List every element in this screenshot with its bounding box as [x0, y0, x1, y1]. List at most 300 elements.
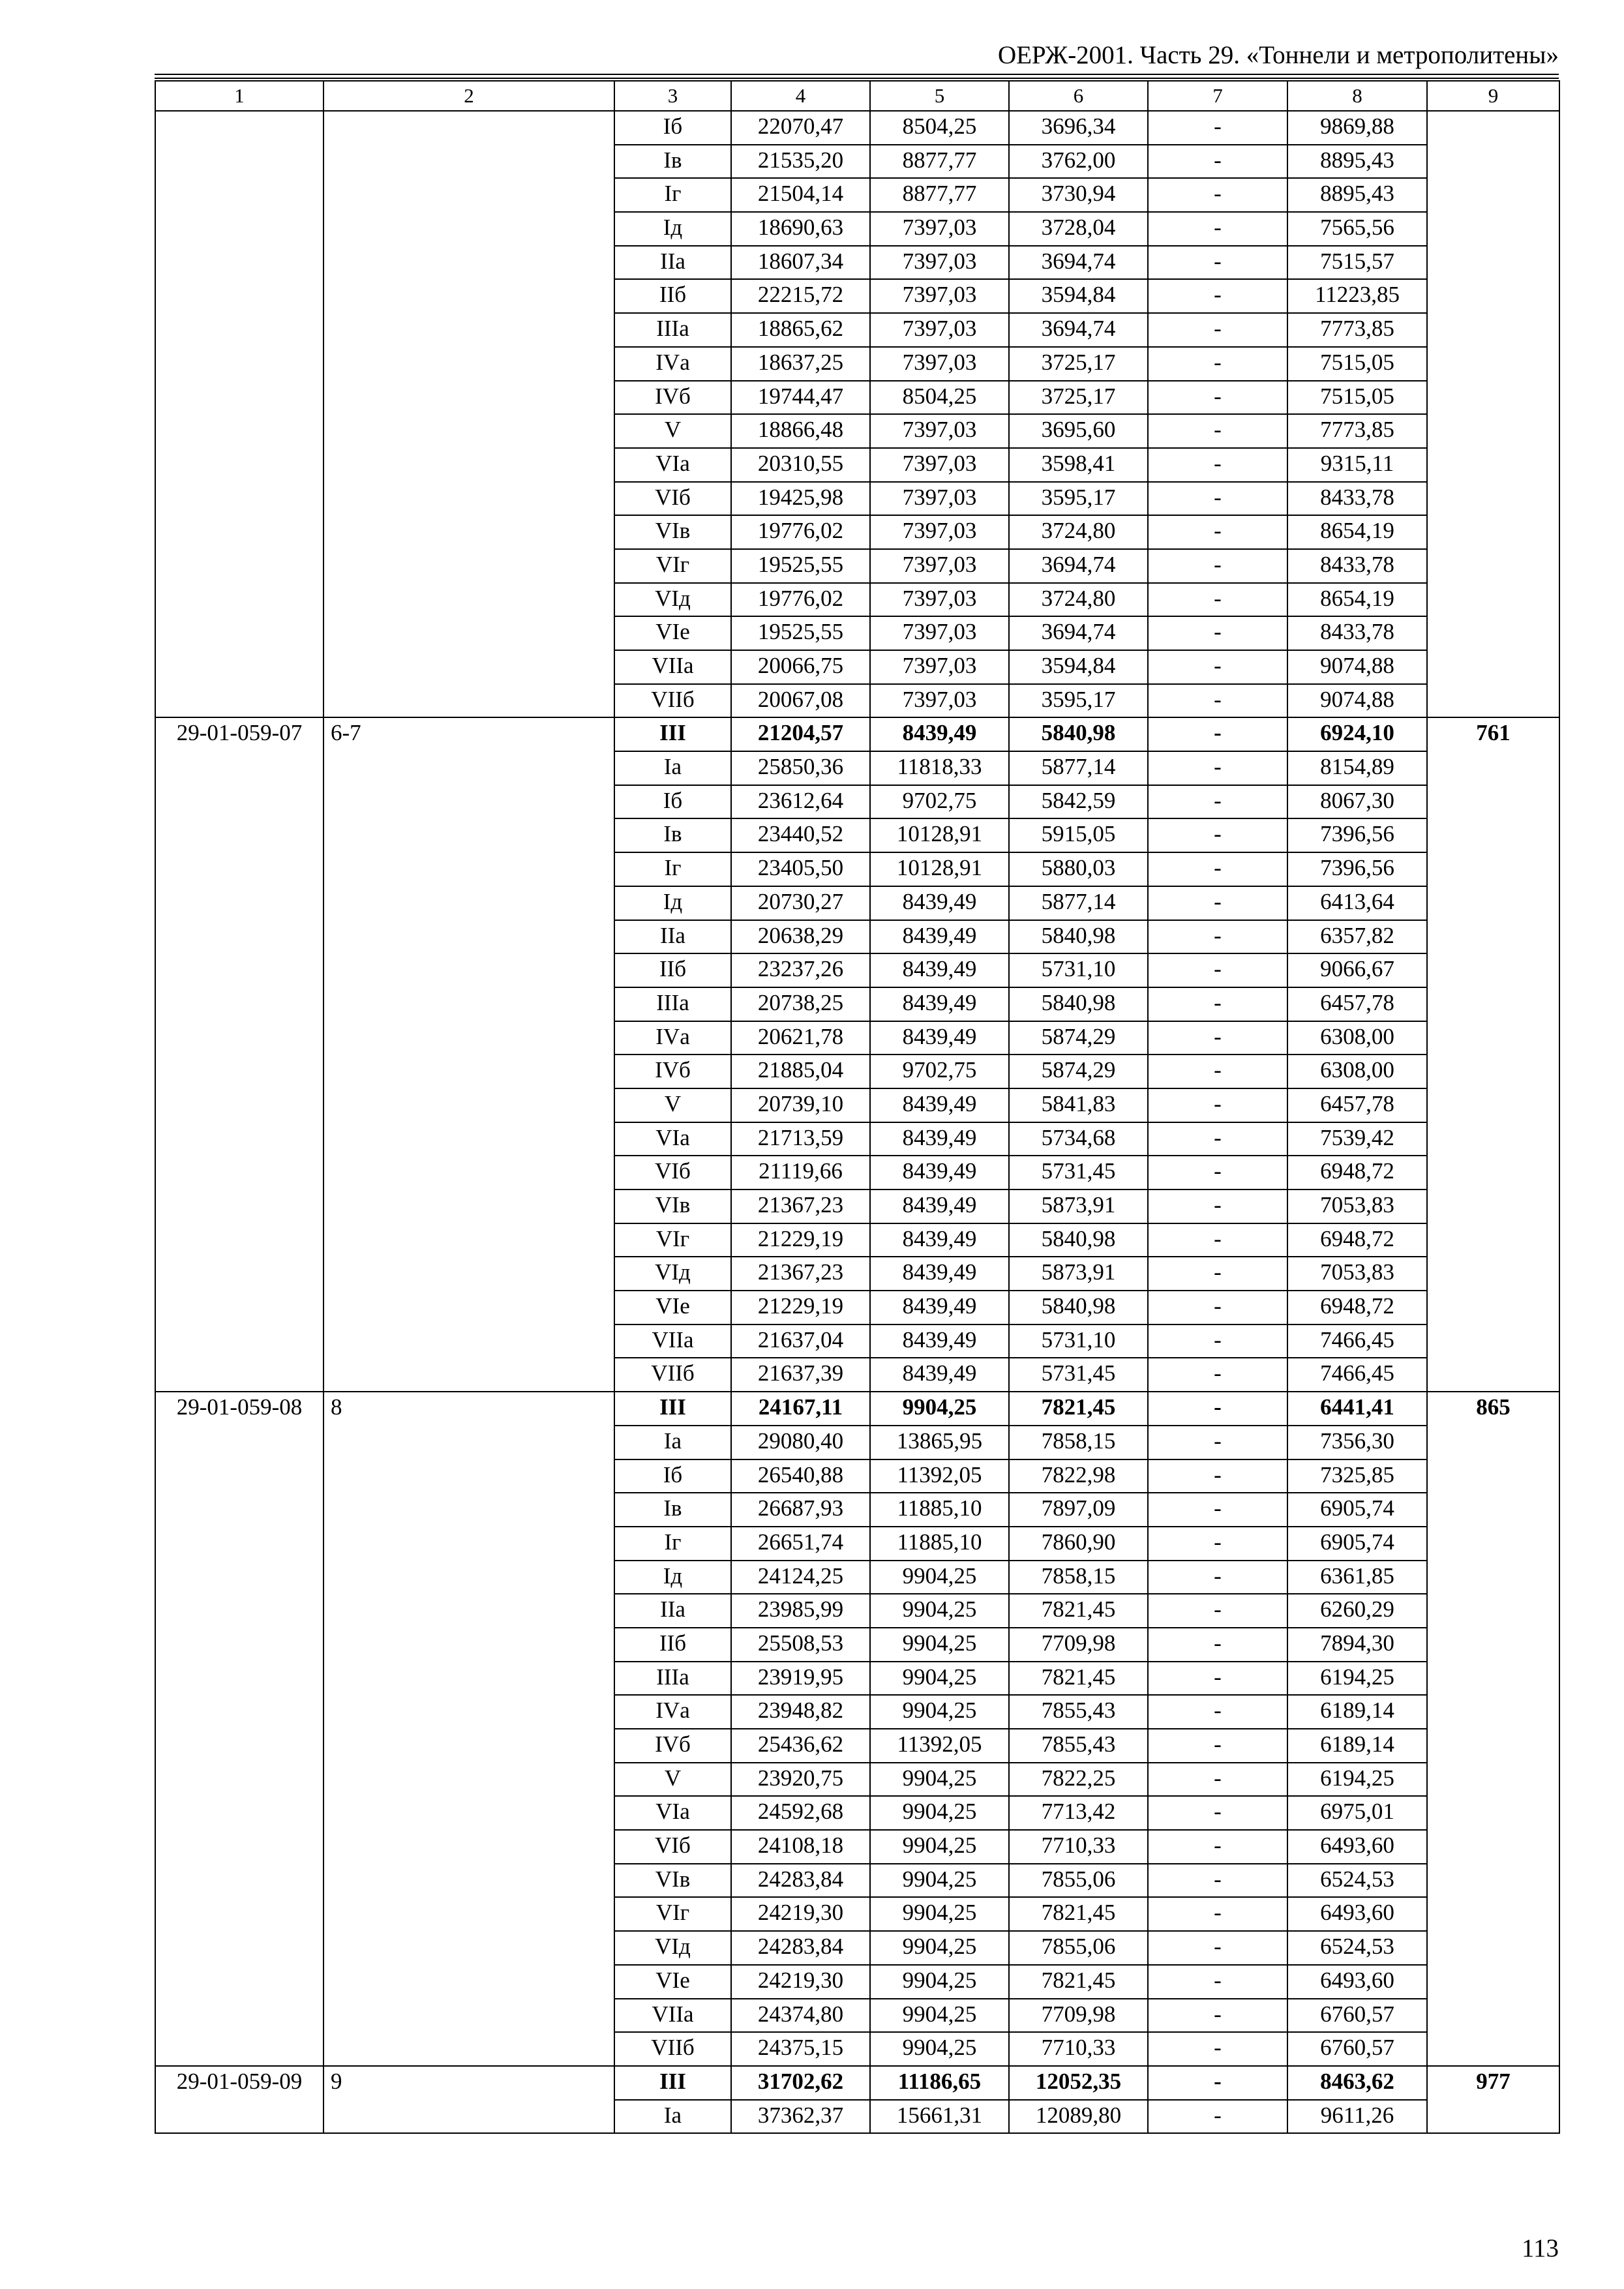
total-cost-cell: 21637,04	[731, 1324, 870, 1358]
labor-cell: 977	[1427, 2066, 1559, 2133]
total-cost-cell: 26651,74	[731, 1527, 870, 1561]
machinist-wages-cell: -	[1148, 1189, 1287, 1223]
machinist-wages-cell: -	[1148, 414, 1287, 448]
machinist-wages-cell: -	[1148, 1291, 1287, 1324]
total-cost-cell: 19525,55	[731, 549, 870, 583]
wages-cell: 7397,03	[870, 313, 1009, 347]
materials-cell: 7773,85	[1287, 414, 1427, 448]
machinist-wages-cell: -	[1148, 852, 1287, 886]
machinist-wages-cell: -	[1148, 381, 1287, 415]
total-cost-cell: 25508,53	[731, 1628, 870, 1662]
machines-cell: 7855,06	[1009, 1931, 1148, 1965]
total-cost-cell: 31702,62	[731, 2066, 870, 2100]
machinist-wages-cell: -	[1148, 1999, 1287, 2033]
zone-cell: IIб	[614, 1628, 731, 1662]
zone-cell: VIв	[614, 1864, 731, 1898]
machines-cell: 7860,90	[1009, 1527, 1148, 1561]
rate-name-cell: 9	[323, 2066, 614, 2133]
materials-cell: 6194,25	[1287, 1763, 1427, 1797]
wages-cell: 8504,25	[870, 111, 1009, 145]
total-cost-cell: 18866,48	[731, 414, 870, 448]
materials-cell: 6308,00	[1287, 1021, 1427, 1055]
total-cost-cell: 24283,84	[731, 1931, 870, 1965]
wages-cell: 11818,33	[870, 751, 1009, 785]
zone-cell: III	[614, 2066, 731, 2100]
machinist-wages-cell: -	[1148, 2032, 1287, 2066]
zone-cell: VIIа	[614, 1999, 731, 2033]
total-cost-cell: 25850,36	[731, 751, 870, 785]
zone-cell: Iв	[614, 145, 731, 179]
wages-cell: 7397,03	[870, 279, 1009, 313]
zone-cell: VIIб	[614, 684, 731, 718]
machines-cell: 5877,14	[1009, 886, 1148, 920]
wages-cell: 9904,25	[870, 1999, 1009, 2033]
materials-cell: 9066,67	[1287, 953, 1427, 987]
wages-cell: 8439,49	[870, 1088, 1009, 1122]
machines-cell: 5731,10	[1009, 953, 1148, 987]
machines-cell: 7855,43	[1009, 1729, 1148, 1763]
zone-cell: III	[614, 717, 731, 751]
total-cost-cell: 21535,20	[731, 145, 870, 179]
total-cost-cell: 21885,04	[731, 1055, 870, 1088]
machines-cell: 5873,91	[1009, 1189, 1148, 1223]
materials-cell: 6905,74	[1287, 1527, 1427, 1561]
zone-cell: Iб	[614, 785, 731, 819]
materials-cell: 7515,05	[1287, 347, 1427, 381]
machines-cell: 5731,45	[1009, 1156, 1148, 1189]
total-cost-cell: 23948,82	[731, 1695, 870, 1729]
total-cost-cell: 20730,27	[731, 886, 870, 920]
machinist-wages-cell: -	[1148, 1459, 1287, 1493]
materials-cell: 8654,19	[1287, 515, 1427, 549]
zone-cell: VIг	[614, 1223, 731, 1257]
machinist-wages-cell: -	[1148, 145, 1287, 179]
total-cost-cell: 18607,34	[731, 246, 870, 280]
wages-cell: 11186,65	[870, 2066, 1009, 2100]
zone-cell: Iд	[614, 212, 731, 246]
total-cost-cell: 24167,11	[731, 1392, 870, 1426]
column-number: 6	[1009, 81, 1148, 111]
wages-cell: 9904,25	[870, 1897, 1009, 1931]
machinist-wages-cell: -	[1148, 1223, 1287, 1257]
zone-cell: VIб	[614, 1830, 731, 1864]
column-number: 1	[155, 81, 323, 111]
total-cost-cell: 21229,19	[731, 1291, 870, 1324]
machinist-wages-cell: -	[1148, 717, 1287, 751]
materials-cell: 8067,30	[1287, 785, 1427, 819]
machines-cell: 5842,59	[1009, 785, 1148, 819]
machinist-wages-cell: -	[1148, 1527, 1287, 1561]
column-number: 3	[614, 81, 731, 111]
wages-cell: 9904,25	[870, 1763, 1009, 1797]
machines-cell: 3598,41	[1009, 448, 1148, 482]
zone-cell: VIе	[614, 1291, 731, 1324]
zone-cell: VIа	[614, 448, 731, 482]
wages-cell: 7397,03	[870, 347, 1009, 381]
materials-cell: 7515,05	[1287, 381, 1427, 415]
wages-cell: 8439,49	[870, 1021, 1009, 1055]
machines-cell: 5840,98	[1009, 987, 1148, 1021]
wages-cell: 8439,49	[870, 953, 1009, 987]
machines-cell: 3696,34	[1009, 111, 1148, 145]
materials-cell: 7773,85	[1287, 313, 1427, 347]
total-cost-cell: 21504,14	[731, 178, 870, 212]
machinist-wages-cell: -	[1148, 650, 1287, 684]
wages-cell: 9904,25	[870, 1931, 1009, 1965]
total-cost-cell: 21229,19	[731, 1223, 870, 1257]
materials-cell: 6457,78	[1287, 987, 1427, 1021]
materials-cell: 7515,57	[1287, 246, 1427, 280]
machinist-wages-cell: -	[1148, 1324, 1287, 1358]
machinist-wages-cell: -	[1148, 1493, 1287, 1527]
table-row	[155, 1392, 1559, 1426]
machinist-wages-cell: -	[1148, 549, 1287, 583]
materials-cell: 6308,00	[1287, 1055, 1427, 1088]
column-number: 5	[870, 81, 1009, 111]
materials-cell: 6975,01	[1287, 1796, 1427, 1830]
table-row	[155, 717, 1559, 751]
zone-cell: IIIа	[614, 313, 731, 347]
materials-cell: 6948,72	[1287, 1223, 1427, 1257]
machinist-wages-cell: -	[1148, 1864, 1287, 1898]
machinist-wages-cell: -	[1148, 1392, 1287, 1426]
wages-cell: 9904,25	[870, 1965, 1009, 1999]
zone-cell: VIд	[614, 1257, 731, 1291]
total-cost-cell: 24108,18	[731, 1830, 870, 1864]
machines-cell: 3725,17	[1009, 347, 1148, 381]
machines-cell: 5840,98	[1009, 920, 1148, 954]
machines-cell: 3728,04	[1009, 212, 1148, 246]
materials-cell: 7325,85	[1287, 1459, 1427, 1493]
wages-cell: 11885,10	[870, 1493, 1009, 1527]
zone-cell: VIд	[614, 1931, 731, 1965]
machines-cell: 7709,98	[1009, 1999, 1148, 2033]
zone-cell: IIа	[614, 246, 731, 280]
materials-cell: 6441,41	[1287, 1392, 1427, 1426]
machinist-wages-cell: -	[1148, 785, 1287, 819]
machines-cell: 3724,80	[1009, 583, 1148, 617]
machinist-wages-cell: -	[1148, 2066, 1287, 2100]
total-cost-cell: 24283,84	[731, 1864, 870, 1898]
machinist-wages-cell: -	[1148, 583, 1287, 617]
wages-cell: 9904,25	[870, 1695, 1009, 1729]
machinist-wages-cell: -	[1148, 1796, 1287, 1830]
zone-cell: Iб	[614, 1459, 731, 1493]
wages-cell: 10128,91	[870, 852, 1009, 886]
labor-cell: 761	[1427, 717, 1559, 1392]
zone-cell: IIб	[614, 279, 731, 313]
materials-cell: 6413,64	[1287, 886, 1427, 920]
zone-cell: VIIа	[614, 1324, 731, 1358]
wages-cell: 7397,03	[870, 684, 1009, 718]
wages-cell: 8439,49	[870, 886, 1009, 920]
machines-cell: 7858,15	[1009, 1561, 1148, 1594]
machinist-wages-cell: -	[1148, 1931, 1287, 1965]
machines-cell: 7855,06	[1009, 1864, 1148, 1898]
machinist-wages-cell: -	[1148, 684, 1287, 718]
machines-cell: 7821,45	[1009, 1897, 1148, 1931]
wages-cell: 11885,10	[870, 1527, 1009, 1561]
machines-cell: 7710,33	[1009, 1830, 1148, 1864]
zone-cell: IIIа	[614, 1662, 731, 1696]
wages-cell: 9904,25	[870, 1561, 1009, 1594]
wages-cell: 7397,03	[870, 583, 1009, 617]
total-cost-cell: 25436,62	[731, 1729, 870, 1763]
total-cost-cell: 19525,55	[731, 616, 870, 650]
machines-cell: 5840,98	[1009, 1291, 1148, 1324]
wages-cell: 8439,49	[870, 987, 1009, 1021]
machines-cell: 5840,98	[1009, 1223, 1148, 1257]
column-number-row	[155, 81, 1559, 111]
total-cost-cell: 24374,80	[731, 1999, 870, 2033]
machines-cell: 5915,05	[1009, 818, 1148, 852]
labor-cell	[1427, 111, 1559, 717]
machines-cell: 7897,09	[1009, 1493, 1148, 1527]
zone-cell: VIб	[614, 1156, 731, 1189]
zone-cell: IIIа	[614, 987, 731, 1021]
wages-cell: 9702,75	[870, 785, 1009, 819]
wages-cell: 8877,77	[870, 145, 1009, 179]
table-row	[155, 2066, 1559, 2100]
wages-cell: 9904,25	[870, 1628, 1009, 1662]
rate-name-cell	[323, 111, 614, 717]
machines-cell: 3595,17	[1009, 482, 1148, 516]
page-number: 113	[1521, 2234, 1559, 2262]
materials-cell: 7396,56	[1287, 818, 1427, 852]
materials-cell: 7356,30	[1287, 1426, 1427, 1459]
zone-cell: VIв	[614, 515, 731, 549]
zone-cell: Iд	[614, 886, 731, 920]
wages-cell: 8439,49	[870, 1291, 1009, 1324]
total-cost-cell: 23440,52	[731, 818, 870, 852]
machines-cell: 12089,80	[1009, 2100, 1148, 2134]
machinist-wages-cell: -	[1148, 1830, 1287, 1864]
machinist-wages-cell: -	[1148, 818, 1287, 852]
wages-cell: 7397,03	[870, 616, 1009, 650]
machinist-wages-cell: -	[1148, 1021, 1287, 1055]
machines-cell: 7821,45	[1009, 1594, 1148, 1628]
materials-cell: 6357,82	[1287, 920, 1427, 954]
materials-cell: 8433,78	[1287, 482, 1427, 516]
materials-cell: 6361,85	[1287, 1561, 1427, 1594]
machinist-wages-cell: -	[1148, 1088, 1287, 1122]
wages-cell: 8439,49	[870, 1324, 1009, 1358]
wages-cell: 8439,49	[870, 1122, 1009, 1156]
wages-cell: 13865,95	[870, 1426, 1009, 1459]
total-cost-cell: 23237,26	[731, 953, 870, 987]
zone-cell: Iв	[614, 818, 731, 852]
machinist-wages-cell: -	[1148, 1729, 1287, 1763]
zone-cell: VIа	[614, 1796, 731, 1830]
wages-cell: 8439,49	[870, 717, 1009, 751]
total-cost-cell: 21637,39	[731, 1358, 870, 1392]
materials-cell: 6493,60	[1287, 1897, 1427, 1931]
machines-cell: 7713,42	[1009, 1796, 1148, 1830]
machinist-wages-cell: -	[1148, 1662, 1287, 1696]
machinist-wages-cell: -	[1148, 2100, 1287, 2134]
wages-cell: 7397,03	[870, 246, 1009, 280]
zone-cell: VIIа	[614, 650, 731, 684]
total-cost-cell: 21119,66	[731, 1156, 870, 1189]
zone-cell: V	[614, 414, 731, 448]
total-cost-cell: 18865,62	[731, 313, 870, 347]
document-header: ОЕРЖ-2001. Часть 29. «Тоннели и метрополитены»	[997, 41, 1559, 69]
zone-cell: Iв	[614, 1493, 731, 1527]
machines-cell: 7822,98	[1009, 1459, 1148, 1493]
machines-cell: 3694,74	[1009, 549, 1148, 583]
zone-cell: IVб	[614, 1055, 731, 1088]
machines-cell: 12052,35	[1009, 2066, 1148, 2100]
machines-cell: 7821,45	[1009, 1965, 1148, 1999]
machinist-wages-cell: -	[1148, 1897, 1287, 1931]
total-cost-cell: 19744,47	[731, 381, 870, 415]
wages-cell: 7397,03	[870, 212, 1009, 246]
machines-cell: 5731,10	[1009, 1324, 1148, 1358]
wages-cell: 8439,49	[870, 920, 1009, 954]
materials-cell: 7894,30	[1287, 1628, 1427, 1662]
total-cost-cell: 18690,63	[731, 212, 870, 246]
zone-cell: VIг	[614, 549, 731, 583]
zone-cell: VIе	[614, 1965, 731, 1999]
machinist-wages-cell: -	[1148, 1122, 1287, 1156]
machinist-wages-cell: -	[1148, 347, 1287, 381]
machines-cell: 3694,74	[1009, 616, 1148, 650]
machines-cell: 5873,91	[1009, 1257, 1148, 1291]
total-cost-cell: 20067,08	[731, 684, 870, 718]
zone-cell: IVа	[614, 1021, 731, 1055]
total-cost-cell: 23612,64	[731, 785, 870, 819]
wages-cell: 9904,25	[870, 1830, 1009, 1864]
wages-cell: 8439,49	[870, 1189, 1009, 1223]
materials-cell: 7053,83	[1287, 1257, 1427, 1291]
machines-cell: 3762,00	[1009, 145, 1148, 179]
machines-cell: 5880,03	[1009, 852, 1148, 886]
materials-cell: 6760,57	[1287, 1999, 1427, 2033]
materials-cell: 7539,42	[1287, 1122, 1427, 1156]
machines-cell: 3694,74	[1009, 313, 1148, 347]
machinist-wages-cell: -	[1148, 751, 1287, 785]
total-cost-cell: 24592,68	[731, 1796, 870, 1830]
total-cost-cell: 24219,30	[731, 1965, 870, 1999]
zone-cell: IVа	[614, 347, 731, 381]
total-cost-cell: 23405,50	[731, 852, 870, 886]
total-cost-cell: 23919,95	[731, 1662, 870, 1696]
total-cost-cell: 20638,29	[731, 920, 870, 954]
total-cost-cell: 26687,93	[731, 1493, 870, 1527]
zone-cell: V	[614, 1763, 731, 1797]
materials-cell: 6194,25	[1287, 1662, 1427, 1696]
materials-cell: 6457,78	[1287, 1088, 1427, 1122]
machines-cell: 5731,45	[1009, 1358, 1148, 1392]
total-cost-cell: 19776,02	[731, 583, 870, 617]
materials-cell: 9074,88	[1287, 650, 1427, 684]
machinist-wages-cell: -	[1148, 279, 1287, 313]
materials-cell: 6524,53	[1287, 1931, 1427, 1965]
rate-name-cell: 8	[323, 1392, 614, 2066]
machinist-wages-cell: -	[1148, 515, 1287, 549]
machinist-wages-cell: -	[1148, 987, 1287, 1021]
zone-cell: Iд	[614, 1561, 731, 1594]
machines-cell: 7858,15	[1009, 1426, 1148, 1459]
machinist-wages-cell: -	[1148, 178, 1287, 212]
materials-cell: 8895,43	[1287, 145, 1427, 179]
machinist-wages-cell: -	[1148, 886, 1287, 920]
zone-cell: Iб	[614, 111, 731, 145]
zone-cell: Iа	[614, 751, 731, 785]
zone-cell: IVа	[614, 1695, 731, 1729]
machinist-wages-cell: -	[1148, 1695, 1287, 1729]
wages-cell: 9904,25	[870, 2032, 1009, 2066]
materials-cell: 6524,53	[1287, 1864, 1427, 1898]
materials-cell: 6905,74	[1287, 1493, 1427, 1527]
zone-cell: VIIб	[614, 2032, 731, 2066]
machinist-wages-cell: -	[1148, 448, 1287, 482]
machines-cell: 3725,17	[1009, 381, 1148, 415]
machinist-wages-cell: -	[1148, 1156, 1287, 1189]
materials-cell: 6189,14	[1287, 1695, 1427, 1729]
zone-cell: Iг	[614, 852, 731, 886]
rate-code-cell: 29-01-059-09	[155, 2066, 323, 2133]
wages-cell: 9904,25	[870, 1662, 1009, 1696]
column-number: 2	[323, 81, 614, 111]
materials-cell: 9074,88	[1287, 684, 1427, 718]
machinist-wages-cell: -	[1148, 1358, 1287, 1392]
wages-cell: 7397,03	[870, 515, 1009, 549]
machines-cell: 7822,25	[1009, 1763, 1148, 1797]
machinist-wages-cell: -	[1148, 482, 1287, 516]
zone-cell: IVб	[614, 1729, 731, 1763]
materials-cell: 6260,29	[1287, 1594, 1427, 1628]
machinist-wages-cell: -	[1148, 1628, 1287, 1662]
total-cost-cell: 20066,75	[731, 650, 870, 684]
total-cost-cell: 21367,23	[731, 1257, 870, 1291]
machinist-wages-cell: -	[1148, 246, 1287, 280]
wages-cell: 8439,49	[870, 1156, 1009, 1189]
zone-cell: IVб	[614, 381, 731, 415]
machinist-wages-cell: -	[1148, 313, 1287, 347]
wages-cell: 9904,25	[870, 1392, 1009, 1426]
zone-cell: IIа	[614, 1594, 731, 1628]
machines-cell: 3595,17	[1009, 684, 1148, 718]
rate-name-cell: 6-7	[323, 717, 614, 1392]
header-rule	[155, 78, 1559, 79]
machines-cell: 7710,33	[1009, 2032, 1148, 2066]
materials-cell: 8463,62	[1287, 2066, 1427, 2100]
machines-cell: 5877,14	[1009, 751, 1148, 785]
machinist-wages-cell: -	[1148, 212, 1287, 246]
zone-cell: Iа	[614, 2100, 731, 2134]
wages-cell: 7397,03	[870, 482, 1009, 516]
total-cost-cell: 23920,75	[731, 1763, 870, 1797]
wages-cell: 7397,03	[870, 414, 1009, 448]
total-cost-cell: 20310,55	[731, 448, 870, 482]
materials-cell: 6948,72	[1287, 1291, 1427, 1324]
zone-cell: VIд	[614, 583, 731, 617]
materials-cell: 7565,56	[1287, 212, 1427, 246]
wages-cell: 9702,75	[870, 1055, 1009, 1088]
total-cost-cell: 21713,59	[731, 1122, 870, 1156]
zone-cell: VIв	[614, 1189, 731, 1223]
wages-cell: 7397,03	[870, 650, 1009, 684]
total-cost-cell: 20738,25	[731, 987, 870, 1021]
machines-cell: 5734,68	[1009, 1122, 1148, 1156]
wages-cell: 9904,25	[870, 1594, 1009, 1628]
zone-cell: VIа	[614, 1122, 731, 1156]
materials-cell: 7396,56	[1287, 852, 1427, 886]
zone-cell: IIб	[614, 953, 731, 987]
total-cost-cell: 22070,47	[731, 111, 870, 145]
total-cost-cell: 26540,88	[731, 1459, 870, 1493]
